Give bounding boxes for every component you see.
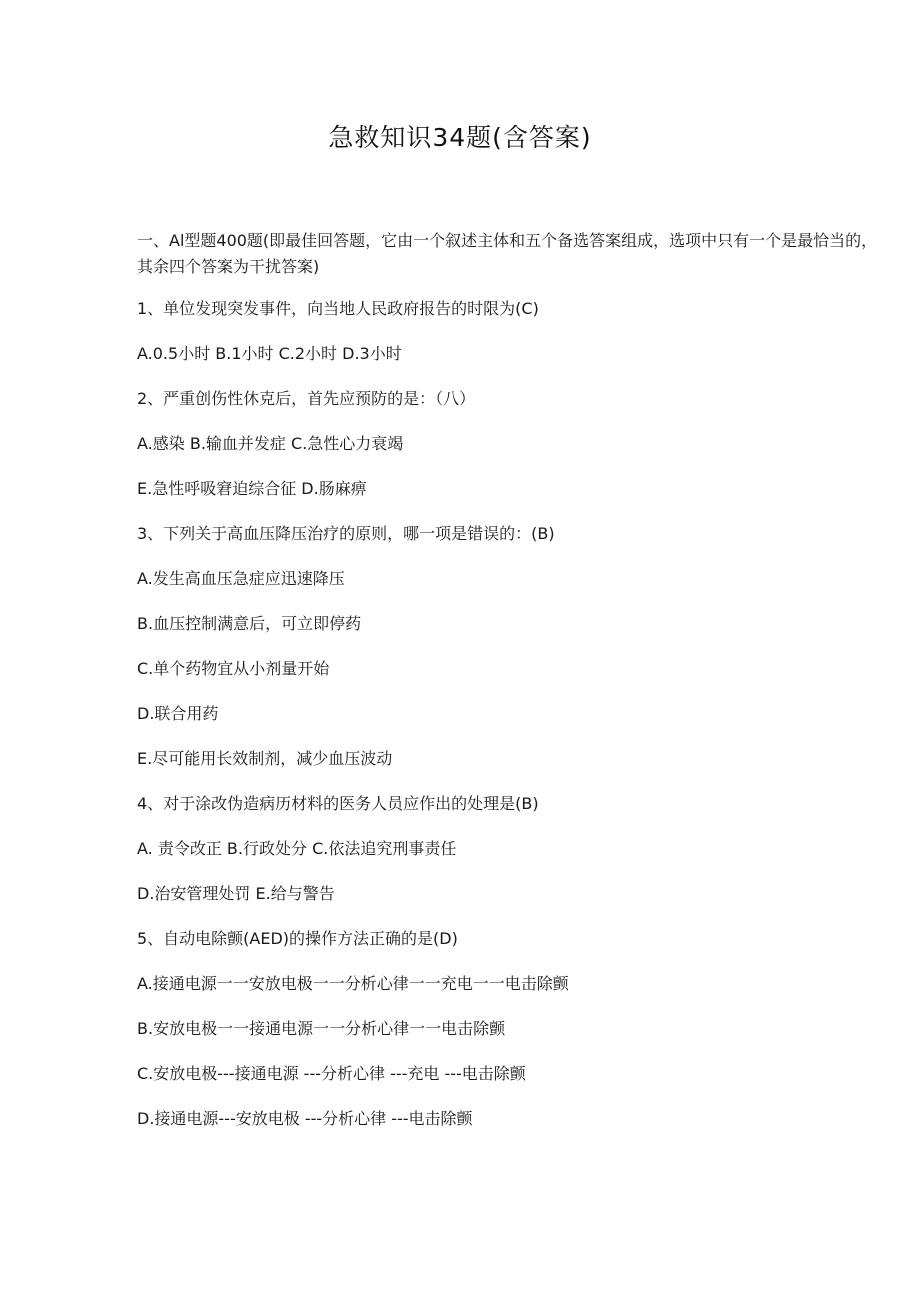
question-3-option-a: A.发生高血压急症应迅速降压 xyxy=(137,569,345,588)
question-5-option-c: C.安放电极---接通电源 ---分析心律 ---充电 ---电击除颤 xyxy=(137,1064,526,1083)
question-3-option-b: B.血压控制满意后，可立即停药 xyxy=(137,614,362,633)
question-3: 3、下列关于高血压降压治疗的原则，哪一项是错误的：(B) xyxy=(137,524,555,543)
question-5-option-a: A.接通电源一一安放电极一一分析心律一一充电一一电击除颤 xyxy=(137,974,569,993)
question-4-options-a: A. 责令改正 B.行政处分 C.依法追究刑事责任 xyxy=(137,839,457,858)
question-2: 2、严重创伤性休克后，首先应预防的是：（八） xyxy=(137,389,476,408)
question-3-option-e: E.尽可能用长效制剂，减少血压波动 xyxy=(137,749,393,768)
question-5-option-b: B.安放电极一一接通电源一一分析心律一一电击除颤 xyxy=(137,1019,506,1038)
question-5: 5、自动电除颤(AED)的操作方法正确的是(D) xyxy=(137,929,458,948)
question-2-options-b: E.急性呼吸窘迫综合征 D.肠麻痹 xyxy=(137,479,367,498)
question-4-options-b: D.治安管理处罚 E.给与警告 xyxy=(137,884,335,903)
question-3-option-c: C.单个药物宜从小剂量开始 xyxy=(137,659,330,678)
document-body xyxy=(137,228,897,1153)
question-4: 4、对于涂改伪造病历材料的医务人员应作出的处理是(B) xyxy=(137,794,539,813)
question-1-options: A.0.5小时 B.1小时 C.2小时 D.3小时 xyxy=(137,344,402,363)
question-5-option-d: D.接通电源---安放电极 ---分析心律 ---电击除颤 xyxy=(137,1109,473,1128)
question-2-options-a: A.感染 B.输血并发症 C.急性心力衰竭 xyxy=(137,434,404,453)
question-3-option-d: D.联合用药 xyxy=(137,704,219,723)
section-header: 一、Al型题400题(即最佳回答题，它由一个叙述主体和五个备选答案组成，选项中只有一个是最恰当的，其余四个答案为干扰答案) xyxy=(137,231,878,276)
page-title: 急救知识34题(含答案) xyxy=(328,123,592,152)
question-1: 1、单位发现突发事件，向当地人民政府报告的时限为(C) xyxy=(137,299,539,318)
